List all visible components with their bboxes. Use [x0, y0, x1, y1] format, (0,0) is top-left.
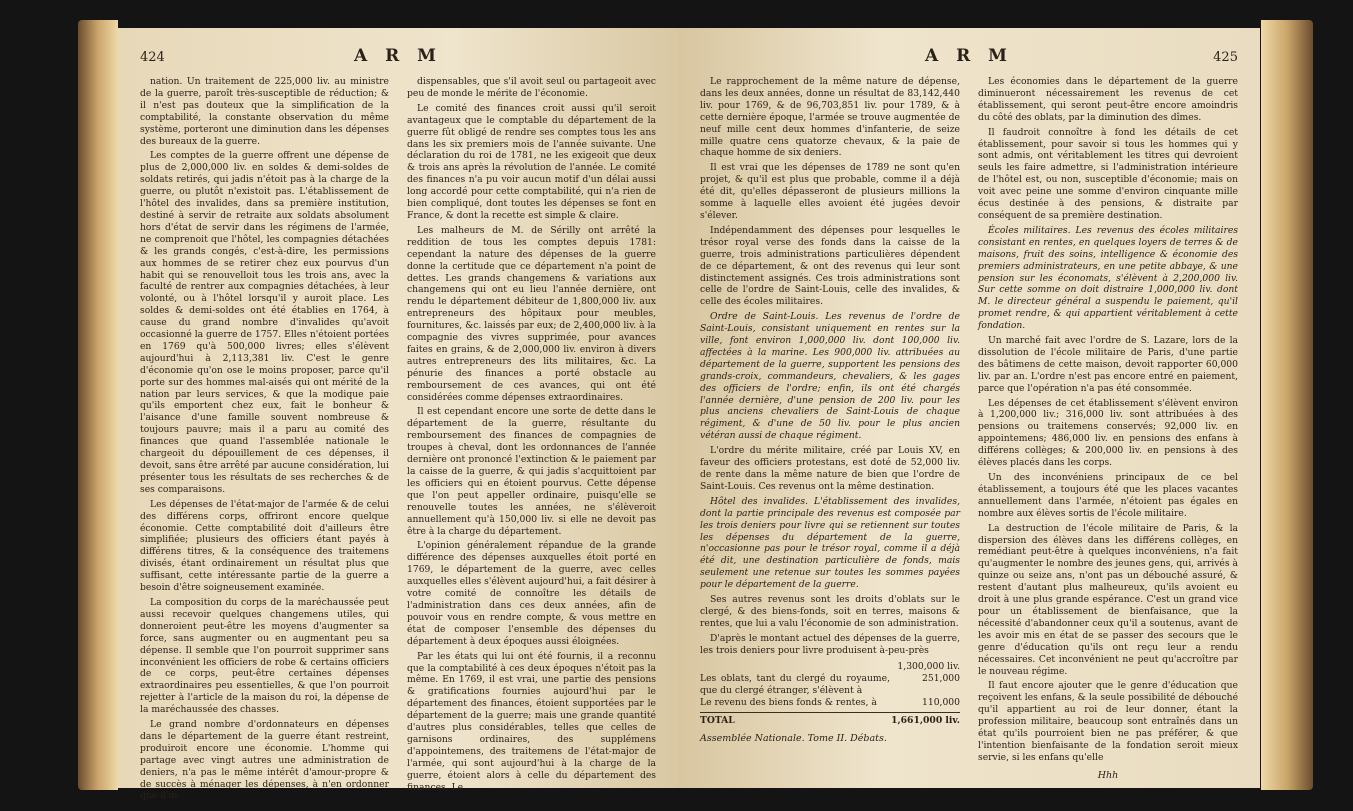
paragraph: Indépendamment des dépenses pour lesquelles le trésor royal verse des fonds dans la caisse de la guerre, trois administrations particulières dépendent de ce département, & ont des revenus qui leur sont distinctement assignés. Ces trois administrations sont celle de l'ordre de Saint-Louis, celle des invalides, & celle des écoles militaires.: [700, 224, 960, 308]
paragraph: La destruction de l'école militaire de Paris, & la dispersion des élèves dans les différens collèges, en remédiant peut-être à quelques inconvéniens, n'a fait qu'augmenter le nombre des jeunes gens, qui, arrivés à quinze ou seize ans, n'ont pas un débouché assuré, & restent d'autant plus malheureux, qu'ils avoient eu droit à une plus grande espérance. C'est un grand vice pour un établissement de bienfaisance, que la nécessité d'abandonner ceux qu'il a soutenus, avant de les avoir mis en état de se passer des secours que le genre d'éducation qu'ils ont reçu leur a rendu nécessaires. Cet inconvénient ne peut qu'accroître par le nouveau régime.: [978, 522, 1238, 677]
table-value: 251,000: [922, 672, 960, 684]
table-label: Les oblats, tant du clergé du royaume, que du clergé étranger, s'élèvent à: [700, 672, 890, 696]
paragraph: Écoles militaires. Les revenus des écoles militaires consistant en rentes, en quelques loyers de terres & de maisons, fruit des soins, intelligence & économie des premiers administrateurs, en une petite abbaye, & une pension sur les économats, s'élèvent à 2,200,000 liv. Sur cette somme on doit distraire 1,000,000 liv. dont M. le directeur général a suspendu le paiement, qu'il promet rendre, & qui appartient véritablement à cette fondation.: [978, 224, 1238, 332]
paragraph: Les dépenses de l'état-major de l'armée & de celui des différens corps, offriront encore quelque économie. Cette comptabilité doit d'ailleurs être simplifiée; plusieurs des officiers étant payés à différens titres, & la conséquence des traitemens divisés, étant ordinairement un résultat plus que suffisant, cette intéressante partie de la guerre a besoin d'être soigneusement examinée.: [140, 498, 389, 594]
table-row: [700, 697, 960, 709]
paragraph: L'ordre du mérite militaire, créé par Louis XV, en faveur des officiers protestans, est doté de 52,000 liv. de rente dans la même nature de bien que l'ordre de Saint-Louis. Ces revenus ont la même destination.: [700, 445, 960, 492]
table-row: [700, 661, 960, 673]
paragraph: Ses autres revenus sont les droits d'oblats sur le clergé, & des biens-fonds, soit en terres, maisons & rentes, que lui a valu l'économie de son administration.: [700, 594, 960, 629]
right-column-1: [700, 76, 960, 776]
paragraph: Ordre de Saint-Louis. Les revenus de l'ordre de Saint-Louis, consistant uniquement en rentes sur la ville, font environ 1,000,000 liv. dont 100,000 liv. affectées à la marine. Les 900,000 liv. attribuées au département de la guerre, supportent les pensions des grands-croix, commandeurs, chevaliers, & les gages des officiers de l'ordre; enfin, ils ont été chargés l'année dernière, d'une pension de 200 liv. pour les plus anciens chevaliers de Saint-Louis de chaque régiment, & d'une de 50 liv. pour le plus ancien vétéran aussi de chaque régiment.: [700, 311, 960, 442]
paragraph: D'après le montant actuel des dépenses de la guerre, les trois deniers pour livre produisent à-peu-près: [700, 632, 960, 656]
paragraph: nation. Un traitement de 225,000 liv. au ministre de la guerre, paroît très-susceptible de réduction; & il n'est pas douteux que la simplification de la comptabilité, la constante observation du même système, porteront une diminution dans les dépenses des bureaux de la guerre.: [140, 76, 389, 147]
paragraph: Les malheurs de M. de Sérilly ont arrêté la reddition de tous les comptes depuis 1781: cependant la nature des dépenses de la guerre donne la certitude que ce département n'a point de dettes. Les grands changemens & variations aux changemens qui ont eu lieu l'année dernière, ont rendu le département débiteur de 1,800,000 liv. aux entrepreneurs des hôpitaux pour meubles, fournitures, &c. laissés par eux; de 2,400,000 liv. à la compagnie des vivres supprimée, pour avances faites en grains, & de 2,000,000 liv. environ à divers autres entrepreneurs des lits militaires, &c. La pénurie des finances a porté obstacle au remboursement de ces avances, qui ont été considérées comme dépenses extraordinaires.: [407, 224, 656, 403]
left-page: [118, 28, 678, 802]
paragraph: Il faut encore ajouter que le genre d'éducation que reçoivent les enfans, & la seule possibilité de débouché qu'il appartient au roi de leur donner, étant la profession militaire, beaucoup sont entraînés dans un état qu'ils pourroient bien ne pas préférer, & que l'intention bienfaisante de la fondation seroit mieux servie, si les enfans qu'elle: [978, 680, 1238, 763]
table-row: [700, 673, 960, 697]
page-footer: [700, 733, 960, 745]
table-label: [700, 661, 890, 673]
right-column-2: [978, 76, 1238, 781]
paragraph: Il est vrai que les dépenses de 1789 ne sont qu'en projet, & qu'il est plus que probable, comme il a déjà été dit, qu'elles dépasseront de plusieurs millions la somme à laquelle elles avoient été jugées devoir s'élever.: [700, 162, 960, 221]
paragraph: Il faudroit connoître à fond les détails de cet établissement, pour savoir si tous les hommes qui y sont admis, ont véritablement les titres qui devroient seuls les faire admettre, si l'administration intérieure de l'hôtel est, ou non, susceptible d'économie; mais on voit avec peine une somme d'environ cinquante mille écus destinée à des pensions, & distraite par conséquent de sa première destination.: [978, 126, 1238, 221]
left-page-number: 424: [140, 50, 165, 65]
right-page-number: 425: [1213, 50, 1238, 65]
footer-source: Assemblée Nationale. Tome II. Débats.: [700, 732, 887, 744]
left-column-2: [407, 76, 656, 793]
paragraph: dispensables, que s'il avoit seul ou partageoit avec peu de monde le mérite de l'économie.: [407, 76, 656, 99]
left-page-header: [140, 46, 656, 70]
paragraph: Les dépenses de cet établissement s'élèvent environ à 1,200,000 liv.; 316,000 liv. sont attribuées à des pensions ou traitemens conservés; 92,000 liv. en appointemens; 486,000 liv. en pensions des enfans à différens collèges; & 200,000 liv. en pensions à des élèves placés dans les corps.: [978, 397, 1238, 469]
total-value: 1,661,000 liv.: [891, 714, 960, 726]
paragraph: L'opinion généralement répandue de la grande différence des dépenses auxquelles étoit porté en 1769, le département de la guerre, avec celles auxquelles elles s'élèvent aujourd'hui, a fait désirer à votre comité de connoître les détails de l'administration dans ces deux années, afin de pouvoir vous en rendre compte, & vous mettre en état de composer l'ensemble des dépenses du département à deux époques aussi éloignées.: [407, 540, 656, 647]
paragraph: Par les états qui lui ont été fournis, il a reconnu que la comptabilité à ces deux époques n'étoit pas la même. En 1769, il est vrai, une partie des pensions & gratifications fournies aujourd'hui par le département des finances, étoient supportées par le département de la guerre; mais une grande quantité d'autres plus considérables, telles que celles de garnisons ordinaires, des supplémens d'appointemens, des traitemens de l'état-major de l'armée, qui sont aujourd'hui à la charge de la guerre, étoient alors à celle du département des finances. Le: [407, 650, 656, 793]
paragraph: Un des inconvéniens principaux de ce bel établissement, a toujours été que les places vacantes annuellement dans l'armée, n'étoient pas égales en nombre aux élèves sortis de l'école militaire.: [978, 472, 1238, 519]
right-running-head: A R M: [925, 46, 1013, 66]
paragraph: Il est cependant encore une sorte de dette dans le département de la guerre, résultante du remboursement des finances de compagnies de troupes à cheval, dont les ordonnances de l'année dernière ont prononcé l'extinction & le paiement par la caisse de la guerre, & qui jadis s'acquittoient par les officiers qui en étoient pourvus. Cette dépense que l'on peut appeller ordinaire, puisqu'elle se renouvelle toutes les années, ne s'élèveroit annuellement qu'à 150,000 liv. si elle ne devoit pas être à la charge du département.: [407, 406, 656, 537]
book-right-edge: [1261, 20, 1313, 790]
paragraph: Les comptes de la guerre offrent une dépense de plus de 2,000,000 liv. en soldes & demi-soldes de soldats retirés, qui jadis n'étoit pas à la charge de la guerre, ou plutôt n'existoit pas. L'établissement de l'hôtel des invalides, dans sa première institution, destiné à servir de retraite aux soldats absolument hors d'état de servir dans les régimens de l'armée, ne comprenoit que l'hôtel, les compagnies détachées & les grands congés, c'est-à-dire, les permissions aux hommes de se retirer chez eux pourvus d'un habit qui se renouvelloit tous les trois ans, avec la faculté de rentrer aux compagnies détachées, à leur volonté, ou à l'hôtel lorsqu'il y auroit place. Les soldes & demi-soldes ont été établies en 1764, à cause du grand nombre d'invalides qu'avoit occasionné la guerre de 1757. Elles n'étoient portées en 1769 qu'à 500,000 livres; elles s'élèvent aujourd'hui à 2,113,381 liv. C'est le genre d'économie qu'on ose le moins proposer, parce qu'il porte sur des hommes mal-aisés qui ont mérité de la nation par leurs services, & que la modique paie qu'ils emportent chez eux, fait le bonheur & l'aisance d'une famille souvent nombreuse & toujours pauvre; mais il a paru au comité des finances que quand l'assemblée nationale le chargeoit du dépouillement de ces dépenses, il devoit, sans être arrêté par aucune considération, lui présenter tous les résultats de ses recherches & de ses comparaisons.: [140, 150, 389, 495]
paragraph: Le rapprochement de la même nature de dépense, dans les deux années, donne un résultat de 83,142,440 liv. pour 1769, & de 96,703,851 liv. pour 1789, & à cette dernière époque, l'armée se trouve augmentée de neuf mille cent deux hommes d'infanterie, de seize mille quatre cens quatorze chevaux, & la paie de chaque homme de six deniers.: [700, 76, 960, 159]
revenue-table: [700, 661, 960, 727]
left-column-1: [140, 76, 389, 802]
signature-mark: [978, 770, 1238, 782]
paragraph: La composition du corps de la maréchaussée peut aussi recevoir quelques changemens utiles, qui donneroient peut-être les moyens d'augmenter sa force, sans augmenter ou en augmentant peu sa dépense. Il semble que l'on pourroit supprimer sans inconvénient les officiers de robe & certains officiers de ce corps, peut-être certaines dépenses extraordinaires peu essentielles, & que l'on pourroit rejetter à l'article de la maison du roi, la dépense de la maréchaussée des chasses.: [140, 596, 389, 716]
table-value: 1,300,000 liv.: [897, 660, 960, 672]
signature-mark-text: Hhh: [1097, 769, 1119, 781]
right-page: [678, 28, 1260, 788]
book-left-edge: [78, 20, 118, 790]
paragraph: Les économies dans le département de la guerre diminueront nécessairement les revenus de cet établissement, qui seront peut-être encore amoindris du côté des oblats, par la diminution des dîmes.: [978, 76, 1238, 123]
table-value: 110,000: [922, 696, 960, 708]
total-label: TOTAL: [700, 714, 735, 726]
right-page-header: [700, 46, 1238, 70]
paragraph: Un marché fait avec l'ordre de S. Lazare, lors de la dissolution de l'école militaire de Paris, d'une partie des bâtimens de cette maison, devoit rapporter 60,000 liv. par an. L'ordre n'est pas encore entré en paiement, parce que l'opération n'a pas été consommée.: [978, 335, 1238, 394]
left-running-head: A R M: [354, 46, 442, 66]
table-label: Le revenu des biens fonds & rentes, à: [700, 696, 877, 708]
paragraph: Le comité des finances croit aussi qu'il seroit avantageux que le comptable du département de la guerre fût obligé de rendre ses comptes tous les ans dans les six premiers mois de l'année suivante. Une déclaration du roi de 1781, ne les exigeoit que deux & trois ans après la révolution de l'année. Le comité des finances n'a pu voir aucun motif d'un délai aussi long accordé pour cette comptabilité, qui n'a rien de bien compliqué, dont toutes les dépenses se font en France, & dont la recette est simple & claire.: [407, 102, 656, 221]
table-total-row: [700, 712, 960, 727]
paragraph: Hôtel des invalides. L'établissement des invalides, dont la partie principale des revenus est composée par les trois deniers pour livre qui se retiennent sur toutes les dépenses du département de la guerre, n'occasionne pas pour le trésor royal, comme il a déjà été dit, une destination particulière de fonds, mais seulement une retenue sur toutes les sommes payées pour le département de la guerre.: [700, 495, 960, 591]
paragraph: Le grand nombre d'ordonnateurs en dépenses dans le département de la guerre étant restreint, produiroit encore une économie. L'homme qui partage avec vingt autres une administration de deniers, n'a pas le même intérêt d'amour-propre & de succès à ménager les dépenses, à n'en ordonner que d'in-: [140, 719, 389, 802]
